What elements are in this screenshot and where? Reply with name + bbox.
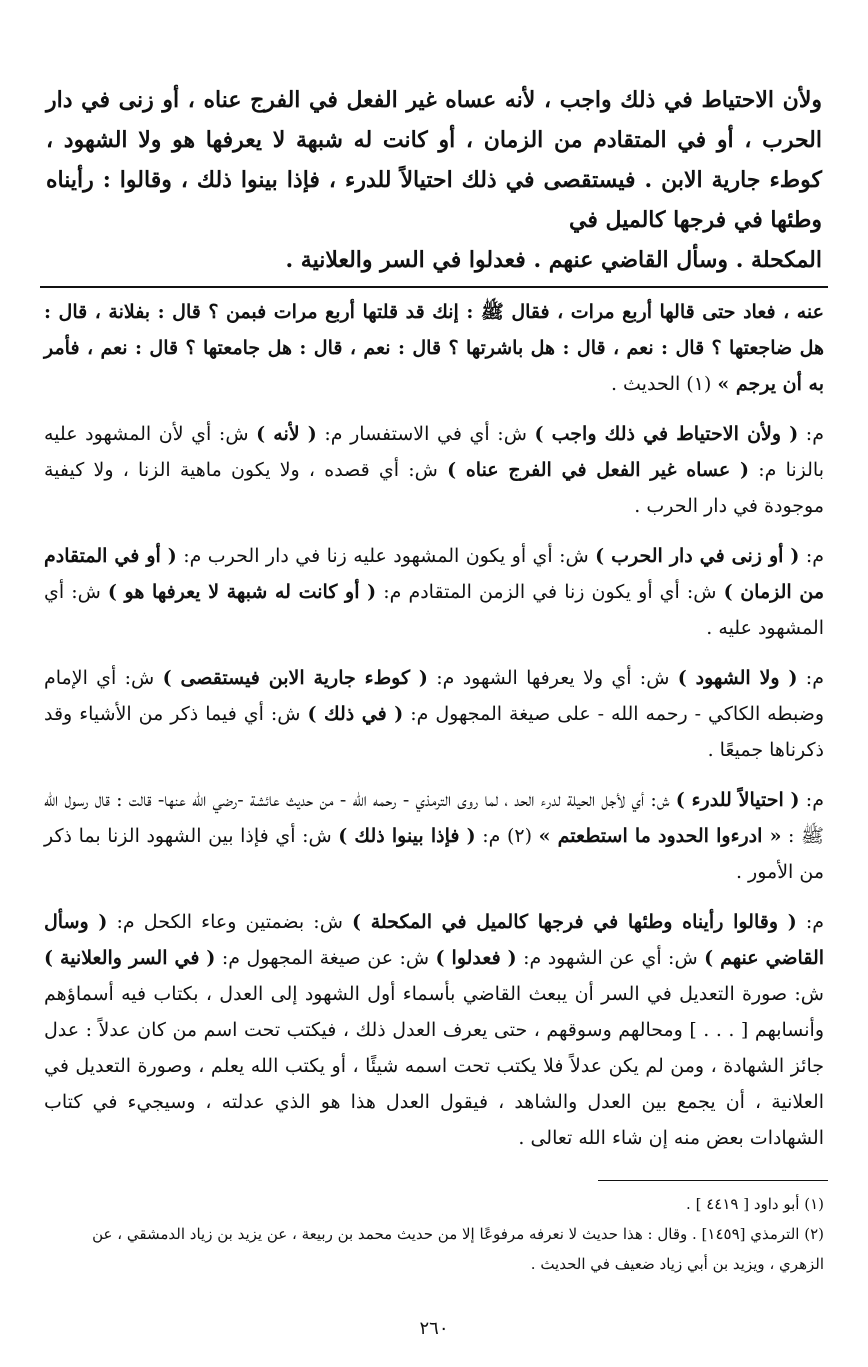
commentary-text: م: (798, 423, 824, 445)
commentary-text: ش: عن صيغة المجهول م: (215, 947, 436, 969)
commentary-text: (١) الحديث . (610, 373, 718, 395)
commentary-paragraph (40, 660, 828, 768)
quoted-text: ( وسأل القاضي عنهم ) (44, 911, 825, 969)
commentary-text: ش: أي عن الشهود م: (516, 947, 705, 969)
commentary-text: ش: أي فإذا بين الشهود الزنا بما ذكر من الأمور . (44, 825, 824, 883)
commentary-text: ش: أي في الاستفسار م: (316, 423, 535, 445)
main-text-last-line: المكحلة . وسأل القاضي عنهم . فعدلوا في السر والعلانية . (285, 247, 822, 273)
quoted-text: ( ولا الشهود ) (677, 667, 798, 689)
commentary-text: ش: أي أو يكون المشهود عليه زنا في دار الحرب م: (176, 545, 596, 567)
commentary-text: ش: أي لأجل الحيلة لدرء الحد ، لما روى الترمذي - رحمه الله - من حديث عائشة -رضي الله عنها- قالت : قال رسول الله ﷺ : (44, 789, 824, 847)
main-text-body: ولأن الاحتياط في ذلك واجب ، لأنه عساه غير الفعل في الفرج عناه ، أو زنى في دار الحرب ، أو في المتقادم من الزمان ، أو كانت له شبهة لا يعرفها هو ولا الشهود ، كوطء جارية الابن . فيستقصى في ذلك احتيالاً للدرء ، فإذا بينوا ذلك ، وقالوا : رأيناه وطئها في فرجها كالميل في (46, 87, 822, 233)
main-text (40, 80, 828, 280)
commentary-text: ش: أي قصده ، ولا يكون ماهية الزنا ، ولا كيفية موجودة في دار الحرب . (44, 459, 824, 517)
commentary-text: ش: أي المشهود عليه . (44, 581, 824, 639)
commentary-text: م: (799, 545, 824, 567)
commentary-paragraph (40, 294, 828, 402)
commentary-text: ش: بضمتين وعاء الكحل م: (107, 911, 353, 933)
quoted-text: ( أو في المتقادم من الزمان ) (44, 545, 824, 603)
commentary-paragraph (40, 782, 828, 890)
quoted-text: ( فإذا بينوا ذلك ) (338, 825, 476, 847)
footnote-2: (٢) الترمذي [١٤٥٩] . وقال : هذا حديث لا نعرفه مرفوعًا إلا من حديث محمد بن ربيعة ، عن يزيد بن زياد الدمشقي ، عن الزهري ، ويزيد بن أبي زياد ضعيف في الحديث . (92, 1225, 824, 1273)
quoted-text: ( عساه غير الفعل في الفرج عناه ) (447, 459, 750, 481)
commentary-text: م: (797, 667, 824, 689)
quoted-text: ( كوطء جارية الابن فيستقصى ) (162, 667, 428, 689)
commentary-text: ش: أي لأن المشهود عليه بالزنا م: (44, 423, 824, 481)
commentary-section (40, 294, 828, 1156)
commentary-paragraph (40, 904, 828, 1156)
footnote-divider (598, 1180, 828, 1181)
commentary-text: م: (799, 789, 824, 811)
commentary-text: ش: أي الإمام وضبطه الكاكي - رحمه الله - على صيغة المجهول م: (44, 667, 824, 725)
footnotes (40, 1189, 828, 1279)
quoted-text: ( في ذلك ) (307, 703, 404, 725)
quoted-text: « ادرءوا الحدود ما استطعتم » (538, 825, 782, 847)
quoted-text: ( أو زنى في دار الحرب ) (595, 545, 800, 567)
commentary-text: ش: أي أو يكون زنا في الزمن المتقادم م: (376, 581, 724, 603)
quoted-text: ( أو كانت له شبهة لا يعرفها هو ) (107, 581, 377, 603)
commentary-paragraph (40, 416, 828, 524)
commentary-text: ش: أي فيما ذكر من الأشياء وقد ذكرناها جميعًا . (44, 703, 824, 761)
quoted-text: ( في السر والعلانية ) (44, 947, 216, 969)
footnote-1: (١) أبو داود [ ٤٤١٩ ] . (686, 1195, 824, 1213)
quoted-text: ( فعدلوا ) (435, 947, 517, 969)
commentary-text: ش: صورة التعديل في السر أن يبعث القاضي بأسماء أول الشهود إلى العدل ، بكتاب فيه أسماؤهم وأنسابهم [ . . . ] ومحالهم وسوقهم ، حتى يعرف العدل ذلك ، فيكتب تحت اسم من كان عدلاً : عدل جائز الشهادة ، ومن لم يكن عدلاً فلا يكتب تحت اسمه شيئًا ، أو يكتب الله يعلم ، وصورة التعديل في العلانية ، أن يجمع بين العدل والشاهد ، فيقول العدل هذا هو الذي عدلته ، وسيجيء في كتاب الشهادات بعض منه إن شاء الله تعالى . (44, 983, 824, 1149)
commentary-text: (٢) م: (475, 825, 539, 847)
commentary-text: م: (796, 911, 825, 933)
quoted-text: ( لأنه ) (256, 423, 317, 445)
quoted-text: ( ولأن الاحتياط في ذلك واجب ) (534, 423, 799, 445)
quoted-text: ( احتيالاً للدرء ) (675, 789, 800, 811)
section-divider (40, 286, 828, 288)
page-number: ٢٦٠ (419, 1318, 449, 1339)
quoted-text: ( وقالوا رأيناه وطئها في فرجها كالميل في المكحلة ) (352, 911, 797, 933)
commentary-paragraph (40, 538, 828, 646)
quoted-text: عنه ، فعاد حتى قالها أربع مرات ، فقال ﷺ : إنك قد قلتها أربع مرات فبمن ؟ قال : بفلانة ، قال : هل ضاجعتها ؟ قال : نعم ، قال : هل باشرتها ؟ قال : نعم ، قال : هل جامعتها ؟ قال : نعم ، فأمر به أن يرجم » (44, 301, 824, 395)
commentary-text: ش: أي ولا يعرفها الشهود م: (427, 667, 678, 689)
